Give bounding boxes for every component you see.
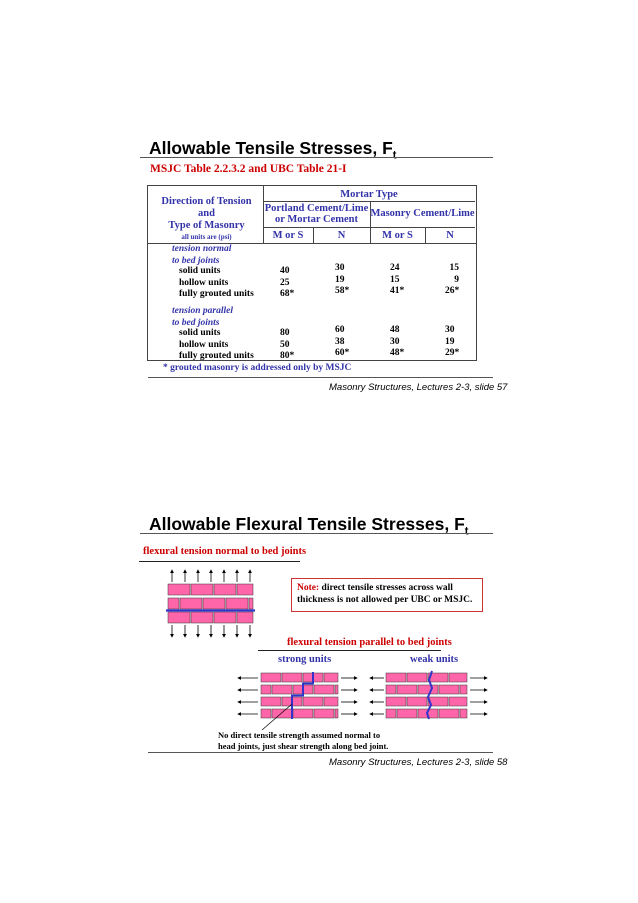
section2-col4 xyxy=(445,325,459,360)
table-value: 29* xyxy=(445,348,460,358)
table-value: 30 xyxy=(335,263,345,273)
group1-header-line1: Portland Cement/Lime xyxy=(264,203,369,214)
caption-line2: head joints, just shear strength along bed joint. xyxy=(218,741,389,751)
table-value: 38 xyxy=(335,336,345,347)
slide57-footer-rule xyxy=(148,377,493,378)
table-value: 41* xyxy=(390,286,405,296)
note-text xyxy=(297,582,472,606)
units-note: all units are (psi) xyxy=(181,233,232,241)
mortar-type-header: Mortar Type xyxy=(340,189,398,200)
section2-row-label: fully grouted units xyxy=(179,351,254,361)
section1-col1 xyxy=(280,266,294,301)
weak-units-wall-diagram xyxy=(366,668,490,720)
weak-units-label: weak units xyxy=(410,654,459,665)
slide57-footer: Masonry Structures, Lectures 2-3, slide 57 xyxy=(329,382,508,393)
section2-col1 xyxy=(280,328,294,363)
table-value: 48* xyxy=(390,348,405,358)
section2-heading xyxy=(172,306,233,329)
section2-row-label: solid units xyxy=(179,328,221,338)
parallel-to-bed-label: flexural tension parallel to bed joints xyxy=(287,637,452,648)
down-arrows xyxy=(172,625,250,637)
slide58-footer: Masonry Structures, Lectures 2-3, slide 58 xyxy=(329,757,508,768)
section2-col2 xyxy=(335,325,349,360)
table-value: 48 xyxy=(390,325,400,335)
table-value: 26* xyxy=(445,286,460,296)
note-text-line2: thickness is not allowed per UBC or MSJC. xyxy=(297,595,473,605)
brick-rows xyxy=(386,673,467,718)
section1-row-label: fully grouted units xyxy=(179,289,254,299)
normal-label-rule xyxy=(139,561,300,562)
section1-col3 xyxy=(390,263,404,298)
note-text-line1: direct tensile stresses across wall xyxy=(321,583,453,593)
table-value: 50 xyxy=(280,339,290,350)
col-label-2: N xyxy=(337,230,346,241)
note-line1 xyxy=(297,582,472,594)
table-value: 60* xyxy=(335,348,350,358)
section2-heading-line2: to bed joints xyxy=(172,317,220,328)
row-header-line1: Direction of Tension xyxy=(161,196,252,207)
table-value: 24 xyxy=(390,263,400,273)
table-value: 68* xyxy=(280,289,295,299)
slide57-title-subscript: t xyxy=(392,149,397,162)
section2-col3 xyxy=(390,325,404,360)
section1-col2 xyxy=(335,263,349,298)
table-value: 30 xyxy=(390,336,400,347)
table-value: 58* xyxy=(335,286,350,296)
section1-heading-line2: to bed joints xyxy=(172,255,220,266)
normal-tension-wall-diagram xyxy=(160,566,260,640)
caption-leader-line xyxy=(258,702,298,732)
slide57-subtitle: MSJC Table 2.2.3.2 and UBC Table 21-I xyxy=(150,163,347,175)
table-value: 25 xyxy=(280,277,290,288)
slide57-title-text: Allowable Tensile Stresses, F xyxy=(149,138,393,158)
section1-heading-line1: tension normal xyxy=(172,244,232,254)
parallel-label-rule xyxy=(258,650,441,651)
table-value: 30 xyxy=(445,325,455,335)
section2-heading-line1: tension parallel xyxy=(172,306,233,316)
table-value: 19 xyxy=(335,274,345,285)
up-arrows xyxy=(172,570,250,582)
col-label-4: N xyxy=(446,230,454,241)
table-value: 15 xyxy=(390,274,400,285)
table-value: 40 xyxy=(280,266,290,276)
row-header-line3: Type of Masonry xyxy=(168,220,245,231)
table-col-hline xyxy=(263,227,475,228)
slide57-footnote: * grouted masonry is addressed only by MSJC xyxy=(163,363,352,373)
group2-header: Masonry Cement/Lime xyxy=(370,208,475,219)
strong-units-label: strong units xyxy=(278,654,332,665)
slide58-footer-rule xyxy=(148,752,493,753)
section1-row-label: hollow units xyxy=(179,277,229,288)
note-label: Note: xyxy=(297,583,320,593)
table-mortar-hline xyxy=(263,201,475,202)
caption-line1: No direct tensile strength assumed normal to xyxy=(218,730,381,740)
slide58-title-text: Allowable Flexural Tensile Stresses, F xyxy=(149,514,465,534)
table-value: 9 xyxy=(454,274,459,285)
left-arrows xyxy=(370,678,384,714)
section2-row-labels xyxy=(179,328,254,363)
table-value: 80* xyxy=(280,351,295,361)
group1-header-line2: or Mortar Cement xyxy=(275,214,358,225)
table-value: 80 xyxy=(280,328,290,338)
table-value: 15 xyxy=(449,263,459,273)
section2-row-label: hollow units xyxy=(179,339,229,350)
row-header-line2: and xyxy=(198,208,215,219)
col-label-3: M or S xyxy=(382,230,413,241)
table-value: 19 xyxy=(445,336,455,347)
slide57-title-rule xyxy=(140,157,493,158)
section1-row-labels xyxy=(179,266,254,301)
right-arrows xyxy=(341,678,357,714)
diagram-caption xyxy=(218,730,388,752)
section1-col4 xyxy=(445,263,459,298)
table-value: 60 xyxy=(335,325,345,335)
section1-row-label: solid units xyxy=(179,266,221,276)
right-arrows xyxy=(470,678,487,714)
col-label-1: M or S xyxy=(272,230,304,241)
brick-rows xyxy=(168,584,253,623)
left-arrows xyxy=(238,678,258,714)
section1-heading xyxy=(172,244,231,267)
normal-to-bed-label: flexural tension normal to bed joints xyxy=(143,546,307,557)
slide58-title-subscript: t xyxy=(464,525,469,538)
slide58-title-rule xyxy=(140,533,493,534)
